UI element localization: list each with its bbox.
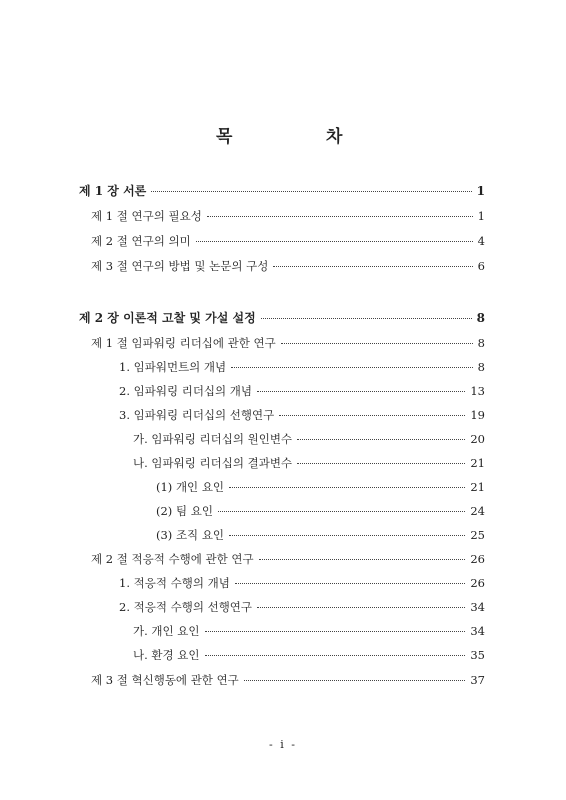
toc-entry-page: 8 bbox=[477, 360, 485, 374]
toc-entry-page: 34 bbox=[470, 624, 485, 638]
toc-entry[interactable] bbox=[133, 454, 485, 472]
toc-title-part2: 차 bbox=[326, 127, 343, 147]
toc-entry[interactable] bbox=[79, 309, 485, 327]
toc-leader-dots bbox=[205, 655, 466, 656]
toc-entry-label: 가. 임파워링 리더십의 원인변수 bbox=[133, 432, 293, 446]
toc-leader-dots bbox=[207, 216, 473, 217]
toc-entry-label: 2. 임파워링 리더십의 개념 bbox=[119, 384, 253, 398]
toc-entry-page: 1 bbox=[476, 184, 485, 198]
toc-leader-dots bbox=[235, 583, 466, 584]
toc-leader-dots bbox=[244, 680, 466, 681]
toc-leader-dots bbox=[259, 559, 466, 560]
toc-entry-page: 35 bbox=[470, 648, 485, 662]
toc-leader-dots bbox=[297, 439, 465, 440]
toc-entry-label: 나. 환경 요인 bbox=[133, 648, 200, 662]
toc-entry-label: 나. 임파워링 리더십의 결과변수 bbox=[133, 456, 293, 470]
toc-entry-page: 13 bbox=[470, 384, 485, 398]
toc-entry[interactable] bbox=[156, 478, 485, 496]
toc-entry-label: 제 1 절 임파워링 리더십에 관한 연구 bbox=[91, 336, 276, 350]
toc-entry-page: 24 bbox=[470, 504, 485, 518]
toc-leader-dots bbox=[205, 631, 466, 632]
toc-leader-dots bbox=[281, 343, 473, 344]
toc-entry-page: 19 bbox=[470, 408, 485, 422]
toc-entry-page: 25 bbox=[470, 528, 485, 542]
toc-entry-label: 제 1 장 서론 bbox=[79, 184, 147, 198]
toc-title bbox=[0, 125, 566, 149]
toc-entry-label: 제 2 절 연구의 의미 bbox=[91, 234, 191, 248]
toc-entry-page: 4 bbox=[477, 234, 485, 248]
toc-entry-label: 가. 개인 요인 bbox=[133, 624, 200, 638]
toc-entry-page: 37 bbox=[470, 673, 485, 687]
toc-entry-label: 제 3 절 혁신행동에 관한 연구 bbox=[91, 673, 239, 687]
toc-entry-page: 34 bbox=[470, 600, 485, 614]
toc-entry[interactable] bbox=[91, 550, 485, 568]
toc-leader-dots bbox=[279, 415, 465, 416]
toc-entry[interactable] bbox=[119, 358, 485, 376]
toc-entry-label: 제 2 장 이론적 고찰 및 가설 설정 bbox=[79, 311, 256, 325]
toc-entry[interactable] bbox=[156, 502, 485, 520]
toc-entry[interactable] bbox=[119, 598, 485, 616]
toc-entry-page: 26 bbox=[470, 552, 485, 566]
toc-leader-dots bbox=[218, 511, 465, 512]
toc-entry-label: (3) 조직 요인 bbox=[156, 528, 225, 542]
toc-entry-page: 21 bbox=[470, 456, 485, 470]
toc-entry-label: 제 3 절 연구의 방법 및 논문의 구성 bbox=[91, 259, 269, 273]
toc-entry-page: 8 bbox=[477, 336, 485, 350]
toc-entry-page: 8 bbox=[476, 311, 485, 325]
toc-entry[interactable] bbox=[156, 526, 485, 544]
toc-entry[interactable] bbox=[91, 671, 485, 689]
toc-entry[interactable] bbox=[133, 622, 485, 640]
toc-leader-dots bbox=[273, 266, 472, 267]
toc-entry-label: 3. 임파워링 리더십의 선행연구 bbox=[119, 408, 275, 422]
toc-entry[interactable] bbox=[91, 207, 485, 225]
toc-entry-label: 제 2 절 적응적 수행에 관한 연구 bbox=[91, 552, 254, 566]
toc-entry-label: (2) 팀 요인 bbox=[156, 504, 213, 518]
toc-entry-page: 6 bbox=[477, 259, 485, 273]
page-number-footer: - i - bbox=[269, 738, 297, 751]
toc-entry-label: 2. 적응적 수행의 선행연구 bbox=[119, 600, 253, 614]
toc-leader-dots bbox=[229, 535, 465, 536]
toc-entry[interactable] bbox=[79, 182, 485, 200]
toc-entry-label: 1. 임파워먼트의 개념 bbox=[119, 360, 227, 374]
toc-leader-dots bbox=[151, 191, 471, 192]
toc-leader-dots bbox=[257, 607, 465, 608]
toc-leader-dots bbox=[196, 241, 473, 242]
toc-entry[interactable] bbox=[119, 406, 485, 424]
toc-entry[interactable] bbox=[91, 232, 485, 250]
toc-entry-page: 21 bbox=[470, 480, 485, 494]
toc-entry[interactable] bbox=[91, 334, 485, 352]
toc-leader-dots bbox=[229, 487, 465, 488]
toc-leader-dots bbox=[257, 391, 465, 392]
toc-entry-page: 20 bbox=[470, 432, 485, 446]
toc-leader-dots bbox=[261, 318, 472, 319]
toc-entry-label: 제 1 절 연구의 필요성 bbox=[91, 209, 202, 223]
toc-entry[interactable] bbox=[119, 382, 485, 400]
toc-entry-label: 1. 적응적 수행의 개념 bbox=[119, 576, 230, 590]
toc-leader-dots bbox=[231, 367, 473, 368]
toc-entry-page: 26 bbox=[470, 576, 485, 590]
toc-entry[interactable] bbox=[133, 646, 485, 664]
toc-entry[interactable] bbox=[119, 574, 485, 592]
toc-entry-page: 1 bbox=[477, 209, 485, 223]
toc-entry-label: (1) 개인 요인 bbox=[156, 480, 225, 494]
toc-leader-dots bbox=[297, 463, 465, 464]
toc-title-part1: 목 bbox=[216, 127, 233, 147]
toc-entry[interactable] bbox=[133, 430, 485, 448]
toc-entry[interactable] bbox=[91, 257, 485, 275]
